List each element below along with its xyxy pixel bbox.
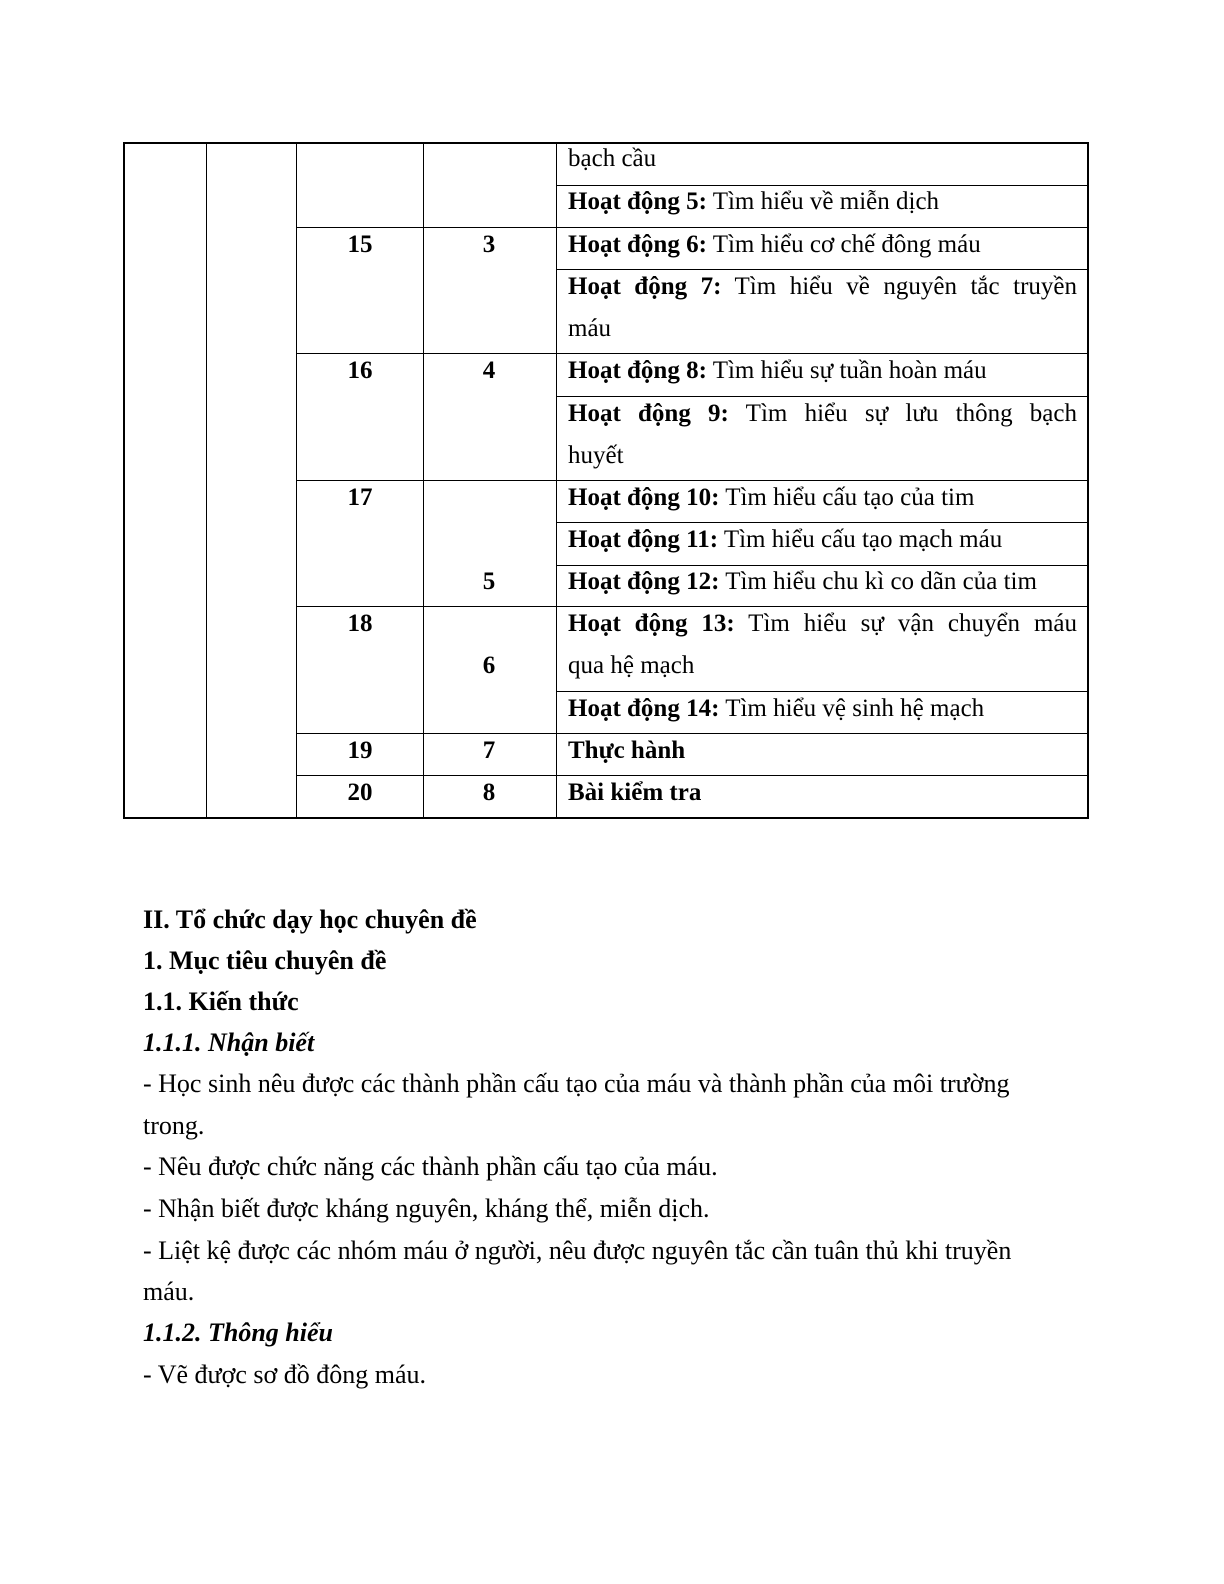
activity-label: Hoạt động 12: <box>568 568 720 595</box>
activity-cell <box>568 688 984 730</box>
subsection-heading: 1.1.1. Nhận biết <box>143 1028 315 1057</box>
activity-label: Hoạt động 11: <box>568 526 719 553</box>
activity-cell-continuation: huyết <box>568 442 624 469</box>
subsection-heading: 1.1. Kiến thức <box>143 987 299 1016</box>
activity-label: Hoạt động 8: <box>568 357 707 384</box>
activity-text: Tìm hiểu cấu tạo mạch máu <box>718 526 1003 553</box>
list-item: - Nêu được chức năng các thành phần cấu tạo của máu. <box>143 1152 718 1181</box>
subsection-heading: 1. Mục tiêu chuyên đề <box>143 946 387 975</box>
activity-label: Hoạt động 5: <box>568 188 707 215</box>
activity-label: Hoạt động 7: <box>568 273 722 300</box>
table-border-bottom <box>123 817 1089 819</box>
table-border-left <box>123 142 125 819</box>
activity-cell <box>568 477 974 519</box>
lesson-number: 6 <box>482 652 496 679</box>
table-row-line <box>296 733 1089 734</box>
activity-text: Tìm hiểu chu kì co dãn của tim <box>719 568 1037 595</box>
week-number: 15 <box>347 231 373 258</box>
activity-text: Tìm hiểu về miễn dịch <box>706 188 940 215</box>
activity-cell <box>568 561 1037 603</box>
activity-text: Tìm hiểu cấu tạo của tim <box>719 484 975 511</box>
list-item: - Nhận biết được kháng nguyên, kháng thể, miễn dịch. <box>143 1194 710 1223</box>
activity-text: Tìm hiểu sự tuần hoàn máu <box>706 357 987 384</box>
list-item: - Liệt kệ được các nhóm máu ở người, nêu được nguyên tắc cần tuân thủ khi truyền <box>143 1236 1012 1265</box>
week-number: 18 <box>347 610 373 637</box>
activity-text: Tìm hiểu sự vận chuyển máu <box>734 610 1077 637</box>
lesson-number: 8 <box>482 779 496 806</box>
list-item: - Học sinh nêu được các thành phần cấu tạo của máu và thành phần của môi trường <box>143 1069 1010 1098</box>
activity-cell <box>568 519 1002 561</box>
subsection-heading: 1.1.2. Thông hiểu <box>143 1318 333 1347</box>
week-number: 19 <box>347 737 373 764</box>
activity-label: Hoạt động 6: <box>568 231 707 258</box>
activity-text: Tìm hiểu sự lưu thông bạch <box>728 400 1077 427</box>
activity-cell <box>568 138 656 180</box>
lesson-number: 5 <box>482 568 496 595</box>
list-item: máu. <box>143 1277 195 1306</box>
activity-cell <box>568 266 1077 308</box>
activity-label: Hoạt động 13: <box>568 610 735 637</box>
week-number: 20 <box>347 779 373 806</box>
list-item: trong. <box>143 1111 205 1140</box>
activity-label: Hoạt động 10: <box>568 484 720 511</box>
activity-cell-continuation: qua hệ mạch <box>568 652 695 679</box>
lesson-number: 4 <box>482 357 496 384</box>
activity-cell <box>568 181 939 223</box>
table-divider <box>206 142 207 819</box>
activity-cell <box>568 224 981 266</box>
activity-cell <box>568 603 1077 645</box>
activity-cell <box>568 350 987 392</box>
activity-label: Hoạt động 9: <box>568 400 729 427</box>
week-number: 16 <box>347 357 373 384</box>
activity-label: Hoạt động 14: <box>568 695 720 722</box>
activity-text: Tìm hiểu về nguyên tắc truyền <box>721 273 1078 300</box>
lesson-number: 3 <box>482 231 496 258</box>
activity-cell-continuation: máu <box>568 315 612 342</box>
activity-text: bạch cầu <box>568 145 657 172</box>
activity-text: Tìm hiểu cơ chế đông máu <box>706 231 981 258</box>
list-item: - Vẽ được sơ đồ đông máu. <box>143 1360 427 1389</box>
activity-cell <box>568 393 1077 435</box>
section-heading: II. Tổ chức dạy học chuyên đề <box>143 905 477 934</box>
lesson-number: 7 <box>482 737 496 764</box>
activity-text: Tìm hiểu vệ sinh hệ mạch <box>719 695 985 722</box>
test-cell: Bài kiểm tra <box>568 779 702 806</box>
practice-cell: Thực hành <box>568 737 686 764</box>
week-number: 17 <box>347 484 373 511</box>
